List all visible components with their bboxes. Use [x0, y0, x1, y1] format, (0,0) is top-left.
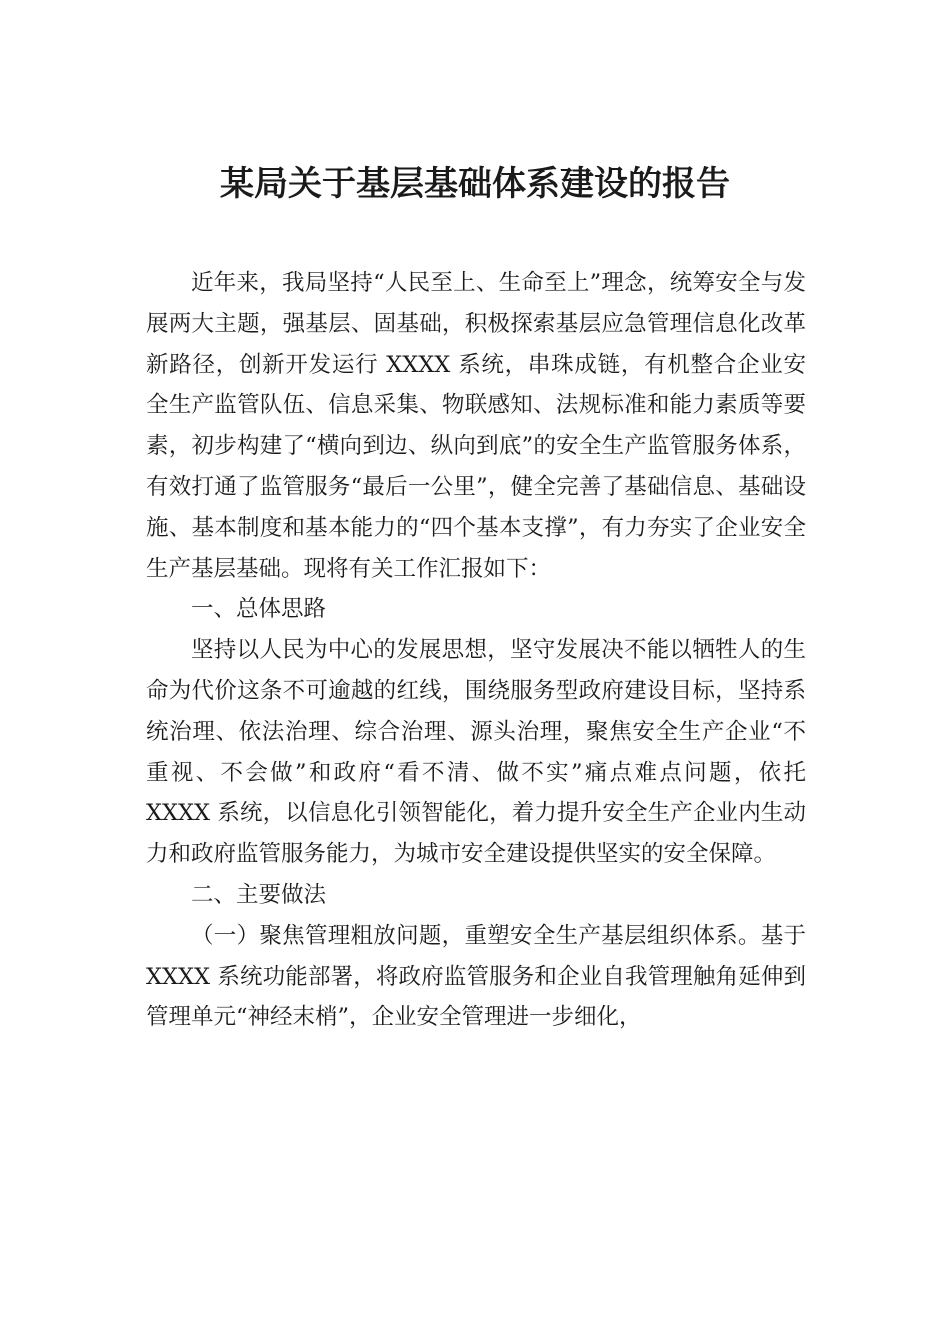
section-heading-overall-approach: 一、总体思路: [191, 596, 327, 623]
document-body: [146, 263, 806, 1038]
paragraph-intro: 近年来，我局坚持“人民至上、生命至上”理念，统筹安全与发展两大主题，强基层、固基础，积极探索基层应急管理信息化改革新路径，创新开发运行 XXXX 系统，串珠成链，有机整合企业安全生产监管队伍、信息采集、物联感知、法规标准和能力素质等要素，初步构建了“横向到边、纵向到底”的安全生产监管服务体系，有效打通了监管服务“最后一公里”，健全完善了基础信息、基础设施、基本制度和基本能力的“四个基本支撑”，有力夯实了企业安全生产基层基础。现将有关工作汇报如下：: [146, 270, 806, 582]
paragraph-main-practices-1: （一）聚焦管理粗放问题，重塑安全生产基层组织体系。基于 XXXX 系统功能部署，将政府监管服务和企业自我管理触角延伸到管理单元“神经末梢”，企业安全管理进一步细化，: [146, 922, 806, 1031]
paragraph-overall-approach: 坚持以人民为中心的发展思想，坚守发展决不能以牺牲人的生命为代价这条不可逾越的红线，围绕服务型政府建设目标，坚持系统治理、依法治理、综合治理、源头治理，聚焦安全生产企业“不重视、不会做”和政府“看不清、做不实”痛点难点问题，依托 XXXX 系统，以信息化引领智能化，着力提升安全生产企业内生动力和政府监管服务能力，为城市安全建设提供坚实的安全保障。: [146, 637, 806, 868]
document-title: 某局关于基层基础体系建设的报告: [220, 164, 730, 204]
section-heading-main-practices: 二、主要做法: [191, 881, 327, 908]
